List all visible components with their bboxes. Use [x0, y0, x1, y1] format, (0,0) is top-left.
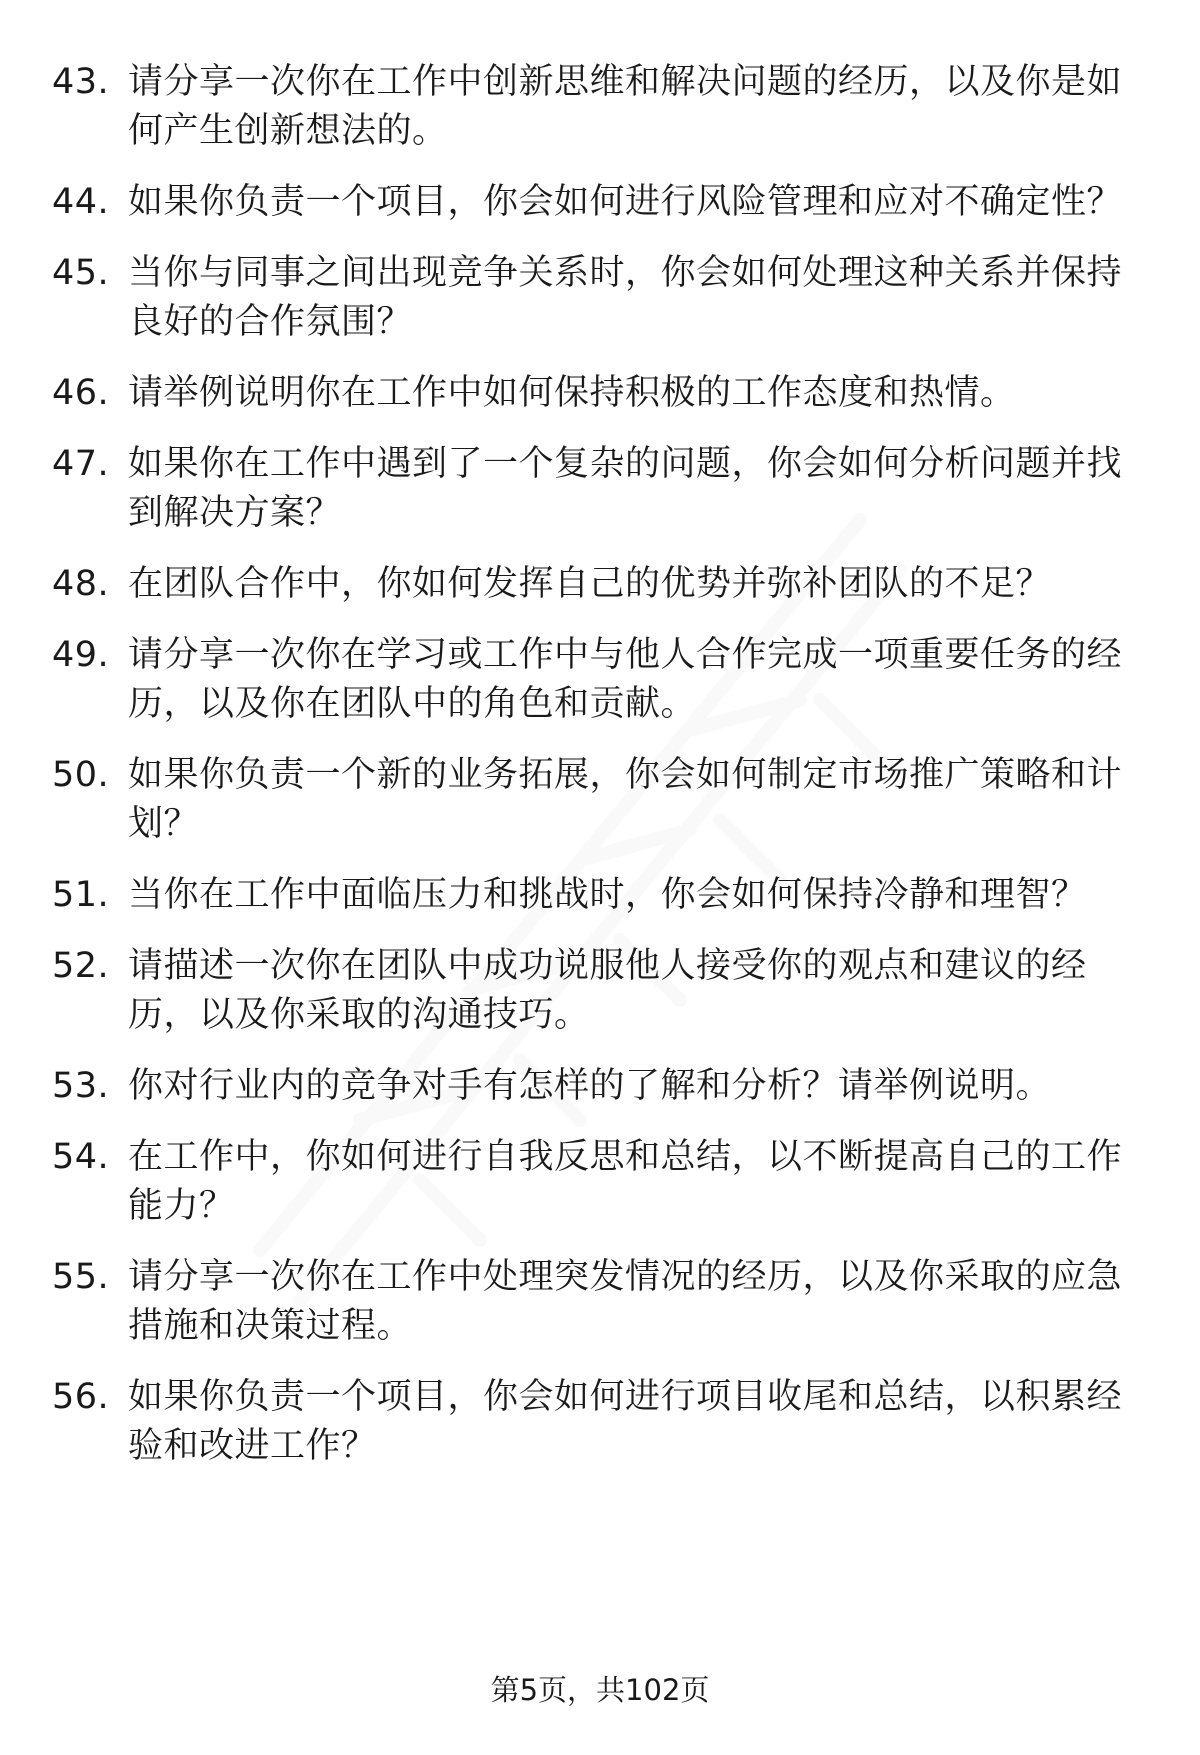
question-item	[52, 1133, 1152, 1231]
question-item	[52, 440, 1152, 538]
question-item	[52, 751, 1152, 849]
question-list	[52, 58, 1152, 1471]
question-text: 请举例说明你在工作中如何保持积极的工作态度和热情。	[128, 373, 1016, 413]
question-item	[52, 178, 1152, 227]
question-text: 请分享一次你在工作中处理突发情况的经历，以及你采取的应急措施和决策过程。	[128, 1257, 1123, 1346]
question-number: 48.	[52, 564, 110, 604]
question-number: 54.	[52, 1137, 110, 1177]
question-text: 你对行业内的竞争对手有怎样的了解和分析？请举例说明。	[128, 1066, 1052, 1106]
question-item	[52, 369, 1152, 418]
question-number: 51.	[52, 875, 110, 915]
question-number: 44.	[52, 182, 110, 222]
question-number: 47.	[52, 444, 110, 484]
question-item	[52, 249, 1152, 347]
question-item	[52, 1062, 1152, 1111]
question-number: 53.	[52, 1066, 110, 1106]
question-text: 请分享一次你在工作中创新思维和解决问题的经历，以及你是如何产生创新想法的。	[128, 62, 1123, 151]
question-text: 如果你负责一个项目，你会如何进行风险管理和应对不确定性？	[128, 182, 1123, 222]
page-number-label: 第5页，共102页	[490, 1673, 710, 1707]
question-text: 请描述一次你在团队中成功说服他人接受你的观点和建议的经历，以及你采取的沟通技巧。	[128, 946, 1087, 1035]
question-text: 在团队合作中，你如何发挥自己的优势并弥补团队的不足？	[128, 564, 1052, 604]
question-number: 56.	[52, 1377, 110, 1417]
question-item	[52, 1373, 1152, 1471]
page-footer	[0, 1670, 1200, 1710]
question-item	[52, 560, 1152, 609]
question-item	[52, 871, 1152, 920]
question-text: 在工作中，你如何进行自我反思和总结，以不断提高自己的工作能力？	[128, 1137, 1123, 1226]
question-text: 请分享一次你在学习或工作中与他人合作完成一项重要任务的经历，以及你在团队中的角色和贡献。	[128, 635, 1123, 724]
question-text: 如果你负责一个新的业务拓展，你会如何制定市场推广策略和计划？	[128, 755, 1123, 844]
question-number: 49.	[52, 635, 110, 675]
question-text: 如果你负责一个项目，你会如何进行项目收尾和总结，以积累经验和改进工作？	[128, 1377, 1123, 1466]
question-item	[52, 58, 1152, 156]
question-item	[52, 942, 1152, 1040]
question-number: 46.	[52, 373, 110, 413]
question-text: 当你在工作中面临压力和挑战时，你会如何保持冷静和理智？	[128, 875, 1087, 915]
question-number: 50.	[52, 755, 110, 795]
question-number: 55.	[52, 1257, 110, 1297]
question-text: 如果你在工作中遇到了一个复杂的问题，你会如何分析问题并找到解决方案？	[128, 444, 1123, 533]
question-number: 52.	[52, 946, 110, 986]
question-item	[52, 1253, 1152, 1351]
question-item	[52, 631, 1152, 729]
question-number: 43.	[52, 62, 110, 102]
question-number: 45.	[52, 253, 110, 293]
question-text: 当你与同事之间出现竞争关系时，你会如何处理这种关系并保持良好的合作氛围？	[128, 253, 1123, 342]
